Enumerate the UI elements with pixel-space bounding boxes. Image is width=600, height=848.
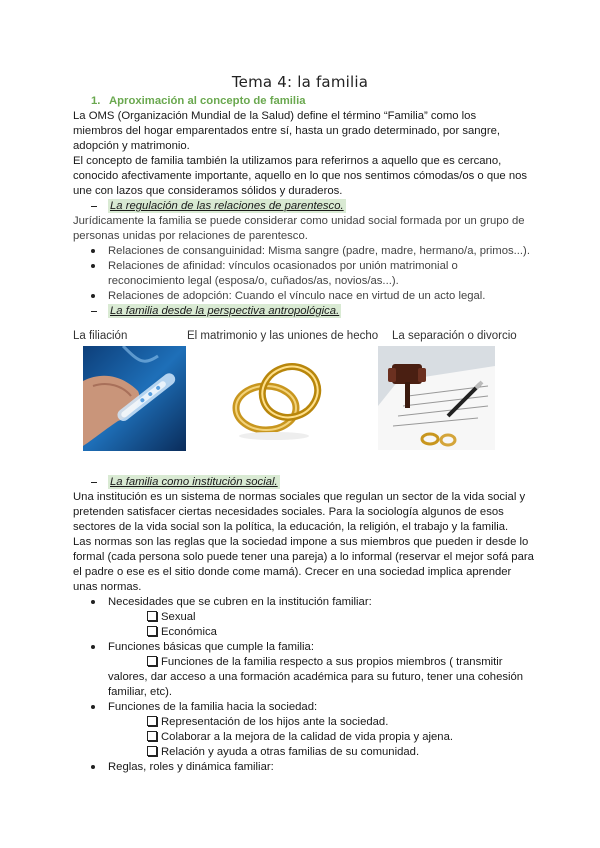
subheading-highlight: La regulación de las relaciones de parentesco. [110, 200, 344, 212]
paragraph-line: miembros del hogar emparentados entre sí, hasta un grado determinado, por sangre, [73, 125, 501, 137]
list-item-continued: familiar, etc). [108, 686, 173, 698]
bullet [91, 645, 95, 649]
checklist-text: Relación y ayuda a otras familias de su comunidad. [161, 746, 420, 758]
paragraph-line: pretenden satisfacer ciertas necesidades sociales. Para la sociología algunos de esos [73, 506, 504, 518]
checklist-text: Funciones de la familia respecto a sus propios miembros ( transmitir [161, 656, 503, 668]
checklist-text: Sexual [161, 611, 196, 623]
checklist-text: Colaborar a la mejora de la calidad de vida propia y ajena. [161, 731, 454, 743]
bullet [91, 264, 95, 268]
list-item-continued: valores, dar acceso a una formación académica para su futuro, tener una cohesión [108, 671, 524, 683]
dash-marker [91, 311, 97, 312]
list-item: Reglas, roles y dinámica familiar: [108, 761, 274, 773]
checkbox-icon [147, 731, 157, 741]
paragraph-line: personas unidas por relaciones de parentesco. [73, 230, 308, 242]
checkbox-icon [147, 611, 157, 621]
checkbox-icon [147, 716, 157, 726]
checkbox-icon [147, 656, 157, 666]
page-title: Tema 4: la familia [231, 73, 369, 91]
image-caption: La filiación [73, 330, 128, 342]
checklist-text: Económica [161, 626, 217, 638]
list-item: Funciones de la familia hacia la sociedad: [108, 701, 318, 713]
checklist-item [147, 625, 217, 639]
bullet [91, 600, 95, 604]
paragraph-line: el padre o ese es el sitio donde come mamá). Crecer en una sociedad implica aprender [73, 566, 512, 578]
list-item: Necesidades que se cubren en la institución familiar: [108, 596, 372, 608]
paragraph-line: adopción y matrimonio. [73, 140, 190, 152]
checklist-item [147, 745, 419, 759]
bullet [91, 294, 95, 298]
subheading-highlight: La familia como institución social. [110, 476, 278, 488]
list-item: Funciones básicas que cumple la familia: [108, 641, 314, 653]
paragraph-line: Las normas son las reglas que la sociedad impone a sus miembros que pueden ir desde lo [73, 536, 529, 548]
list-item-continued: reconocimiento legal (esposa/o, cuñados/as, novios/as...). [108, 275, 399, 287]
checklist-item [147, 610, 196, 624]
paragraph-line: Una institución es un sistema de normas sociales que regulan un sector de la vida social y [73, 491, 526, 503]
section-number: 1. [91, 95, 101, 107]
subheading-highlight: La familia desde la perspectiva antropológica. [110, 305, 340, 317]
paragraph-line: formal (cada persona solo puede tener una pareja) a lo informal (reservar el mejor sofá para [73, 551, 534, 563]
checkbox-icon [147, 626, 157, 636]
paragraph-line: La OMS (Organización Mundial de la Salud) define el término “Familia” como los [73, 110, 477, 122]
paragraph-line: unas normas. [73, 581, 142, 593]
wedding-rings-image [224, 346, 328, 450]
checklist-item [147, 715, 388, 729]
list-item: Relaciones de consanguinidad: Misma sangre (padre, madre, hermano/a, primos...). [108, 245, 530, 257]
checklist-item [147, 655, 503, 669]
paragraph-line: conocido afectivamente importante, aquello en lo que nos sentimos cómodas/os o que nos [73, 170, 528, 182]
section-heading [91, 94, 306, 108]
paragraph-line: El concepto de familia también la utilizamos para referirnos a aquello que es cercano, [73, 155, 502, 167]
filiation-image [83, 346, 186, 451]
checkbox-icon [147, 746, 157, 756]
dash-marker [91, 206, 97, 207]
checklist-text: Representación de los hijos ante la sociedad. [161, 716, 389, 728]
list-item: Relaciones de afinidad: vínculos ocasionados por unión matrimonial o [108, 260, 458, 272]
list-item: Relaciones de adopción: Cuando el vínculo nace en virtud de un acto legal. [108, 290, 486, 302]
paragraph-line: une con lazos que consideramos sólidos y duraderos. [73, 185, 343, 197]
divorce-gavel-image [378, 346, 495, 450]
dash-marker [91, 482, 97, 483]
bullet [91, 705, 95, 709]
paragraph-line: sectores de la vida social son la política, la educación, la religión, el trabajo y la familia. [73, 521, 509, 533]
paragraph-line: Jurídicamente la familia se puede considerar como unidad social formada por un grupo de [73, 215, 525, 227]
image-caption: La separación o divorcio [392, 330, 517, 342]
section-heading-text: Aproximación al concepto de familia [109, 95, 306, 107]
bullet [91, 765, 95, 769]
checklist-item [147, 730, 453, 744]
bullet [91, 249, 95, 253]
image-caption: El matrimonio y las uniones de hecho [187, 330, 379, 342]
